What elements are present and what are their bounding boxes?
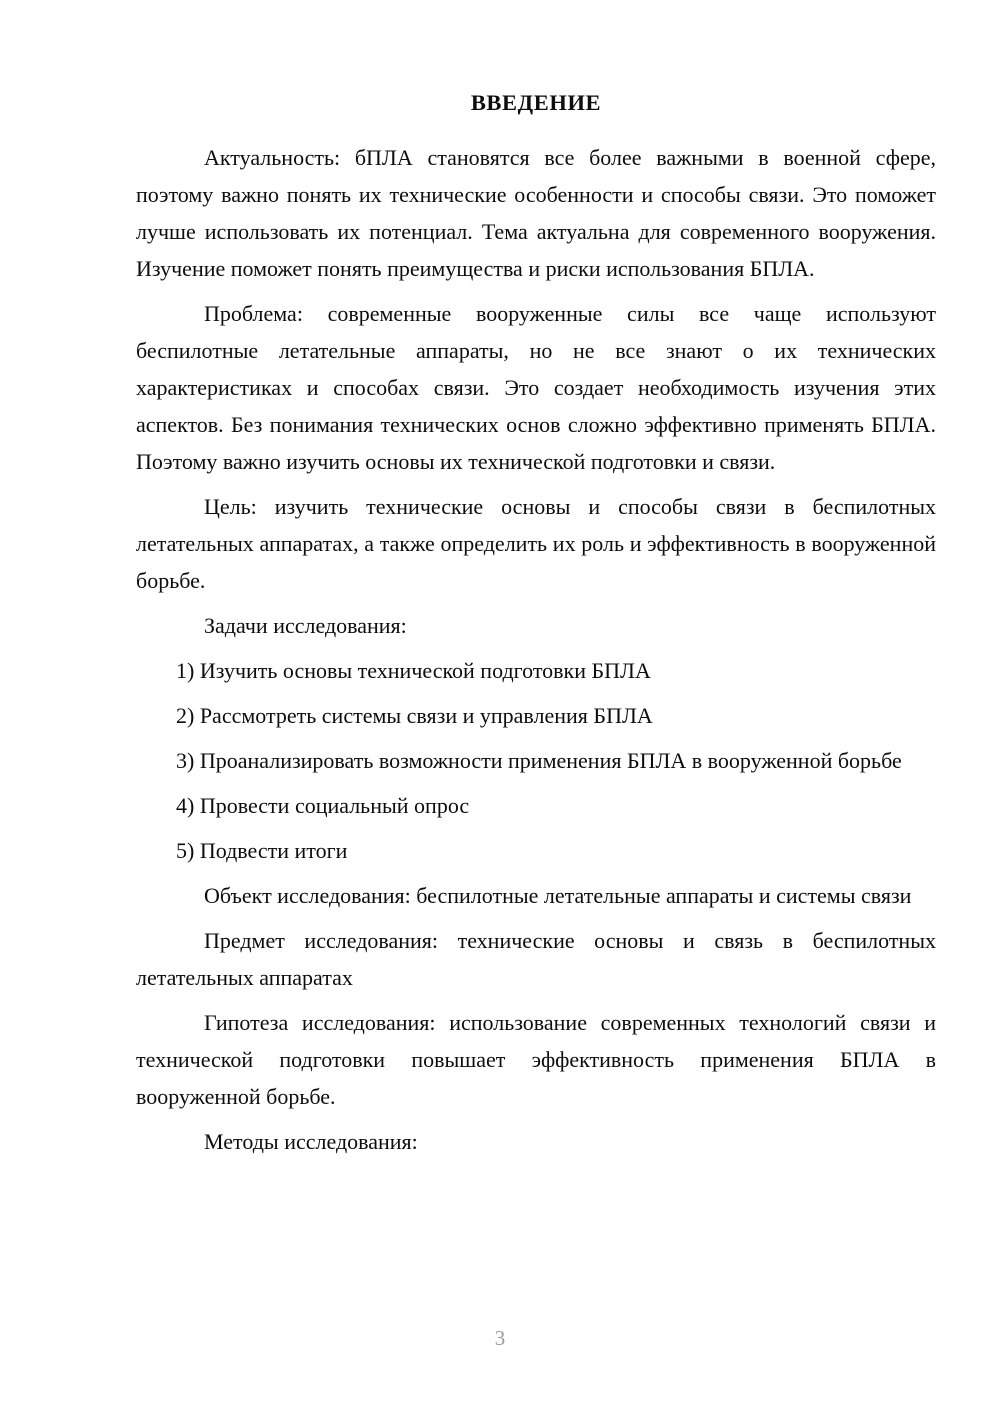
page-number: 3 <box>494 1326 506 1350</box>
list-item: 2) Рассмотреть системы связи и управления БПЛА <box>176 703 653 729</box>
list-item: 3) Проанализировать возможности применения БПЛА в вооруженной борьбе <box>176 748 902 774</box>
paragraph-object: Объект исследования: беспилотные летательные аппараты и системы связи <box>204 883 912 909</box>
paragraph-relevance: Актуальность: бПЛА становятся все более важными в военной сфере, поэтому важно понять их технические особенности и способы связи. Это поможет лучше использовать их потенциал. Тема актуальна для современного вооружения. Изучение поможет понять преимущества и риски использования БПЛА. <box>136 145 936 282</box>
list-item: 1) Изучить основы технической подготовки БПЛА <box>176 658 651 684</box>
paragraph-subject: Предмет исследования: технические основы и связь в беспилотных летательных аппаратах <box>136 928 936 991</box>
tasks-heading: Задачи исследования: <box>204 613 407 639</box>
page-content <box>136 88 936 1168</box>
paragraph-problem: Проблема: современные вооруженные силы все чаще используют беспилотные летательные аппараты, но не все знают о их технических характеристиках и способах связи. Это создает необходимость изучения этих аспектов. Без понимания технических основ сложно эффективно применять БПЛА. Поэтому важно изучить основы их технической подготовки и связи. <box>136 301 936 475</box>
paragraph-hypothesis: Гипотеза исследования: использование современных технологий связи и технической подготовки повышает эффективность применения БПЛА в вооруженной борьбе. <box>136 1010 936 1110</box>
list-item: 4) Провести социальный опрос <box>176 793 470 819</box>
page-title: ВВЕДЕНИЕ <box>470 90 602 115</box>
list-item: 5) Подвести итоги <box>176 838 348 864</box>
methods-heading: Методы исследования: <box>204 1129 418 1155</box>
paragraph-goal: Цель: изучить технические основы и способы связи в беспилотных летательных аппаратах, а также определить их роль и эффективность в вооруженной борьбе. <box>136 494 936 594</box>
